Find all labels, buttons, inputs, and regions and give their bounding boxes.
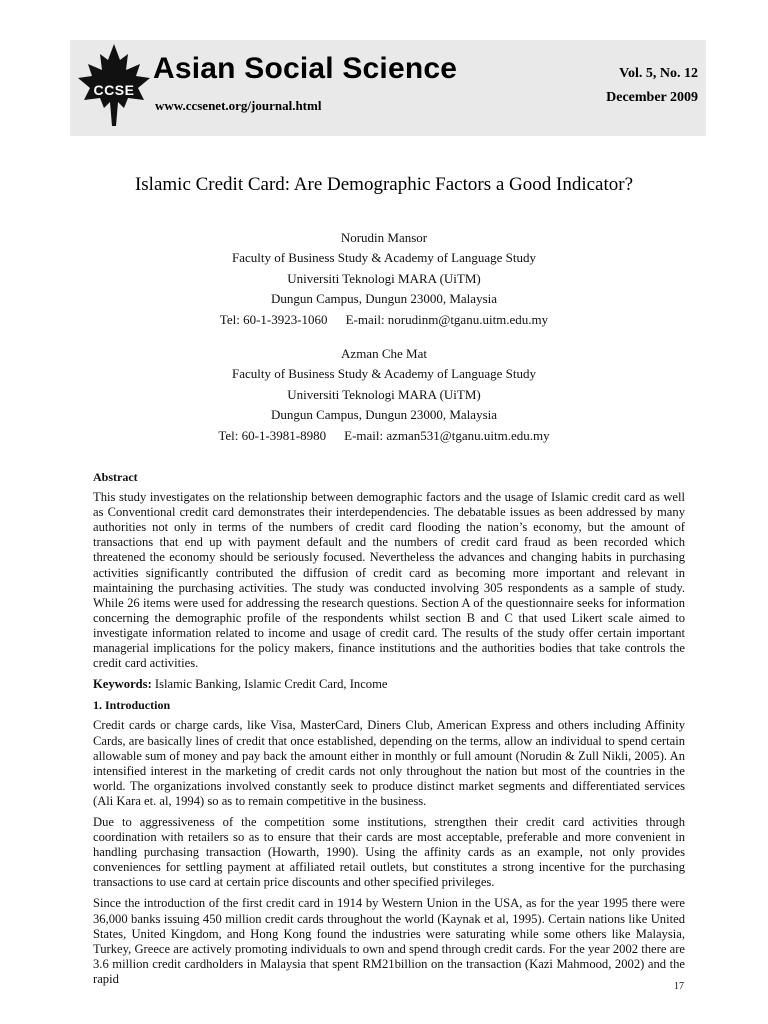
author-email[interactable]: E-mail: norudinm@tganu.uitm.edu.my [345,311,549,327]
page-number: 17 [674,981,684,992]
paper-title: Islamic Credit Card: Are Demographic Factors a Good Indicator? [134,174,634,195]
journal-url[interactable]: www.ccsenet.org/journal.html [155,98,322,113]
intro-paragraph: Since the introduction of the first credit card in 1914 by Western Union in the USA, as for the year 1995 there were 36,000 banks issuing 450 million credit cards throughout the world (Kaynak et al, 1995). Certain nations like United States, United Kingdom, and Hong Kong found the industries were saturating while some others like Malaysia, Turkey, Greece are actively promoting individuals to own and spend through credit cards. For the year 2002 there are 3.6 million credit cardholders in Malaysia that spent RM21billion on the transaction (Kazi Mahmood, 2002) and the rapid [93,896,685,986]
author-name: Azman Che Mat [341,345,427,361]
abstract-text: This study investigates on the relationship between demographic factors and the usage of Islamic credit card as well as Conventional credit card demonstrates their interdependencies. The debatable issues as been addressed by many authorities not only in terms of the numbers of credit card flooding the nation’s economy, but the amount of transactions that end up with payment default and the numbers of credit card fraud as been recorded which threatened the economy should be seriously focused. Nevertheless the advances and changing habits in purchasing activities significantly contributed the diffusion of credit card as becoming more important and relevant in maintaining the purchasing activities. The study was conducted involving 305 respondents as a sample of study. While 26 items were used for addressing the research questions. Section A of the questionnaire seeks for information concerning the demographic profile of the respondents whilst section B and C that used Likert scale aimed to investigate information related to income and usage of credit card. The results of the study offer certain important managerial implications for the policy makers, finance institutions and the authorities bodies that take controls the credit card activities. [93,490,685,671]
author-name: Norudin Mansor [340,230,428,245]
logo-text: CCSE [93,82,135,98]
issue-date: December 2009 [606,90,698,105]
author-campus: Dungun Campus, Dungun 23000, Malaysia [270,291,498,307]
author-affiliation: Faculty of Business Study & Academy of Language Study [231,366,537,382]
keywords-text: Islamic Banking, Islamic Credit Card, Income [154,677,388,692]
author-tel: Tel: 60-1-3923-1060 [219,311,328,327]
introduction-heading: 1. Introduction [93,698,171,713]
volume-number: Vol. 5, No. 12 [619,66,698,81]
keywords [93,677,685,692]
author-university: Universiti Teknologi MARA (UiTM) [287,270,481,286]
keywords-label: Keywords: [93,677,152,692]
author-block [0,228,768,446]
author-contact [0,426,768,446]
author-email[interactable]: E-mail: azman531@tganu.uitm.edu.my [344,427,550,443]
author-affiliation: Faculty of Business Study & Academy of Language Study [231,250,537,266]
abstract-heading: Abstract [93,470,138,484]
ccse-logo [74,42,154,130]
author-campus: Dungun Campus, Dungun 23000, Malaysia [270,407,498,423]
author-contact [0,310,768,330]
author-tel: Tel: 60-1-3981-8980 [218,427,327,443]
article-body [93,470,685,993]
intro-paragraph: Due to aggressiveness of the competition some institutions, strengthen their credit card activities through coordination with retailers so as to ensure that their cards are most acceptable, preferable and more convenient in handling purchasing transaction (Howarth, 1990). Using the affinity cards as an example, not only provides conveniences for settling payment at affiliated retail outlets, but constitutes a strong incentive for the purchasing transactions to use card at certain price discounts and other specified privileges. [93,814,685,890]
author-university: Universiti Teknologi MARA (UiTM) [287,386,481,402]
journal-title: Asian Social Science [153,52,458,85]
intro-paragraph: Credit cards or charge cards, like Visa, MasterCard, Diners Club, American Express and others including Affinity Cards, are basically lines of credit that once established, depending on the terms, allow an individual to spend certain allowable sum of money and pay back the amount either in monthly or full amount (Norudin & Zull Nikli, 2005). An intensified interest in the marketing of credit cards not only throughout the nation but most of the countries in the world. The organizations involved constantly seek to produce distinct market segments and differentiated services (Ali Kara et. al, 1994) so as to remain competitive in the business. [93,718,685,808]
